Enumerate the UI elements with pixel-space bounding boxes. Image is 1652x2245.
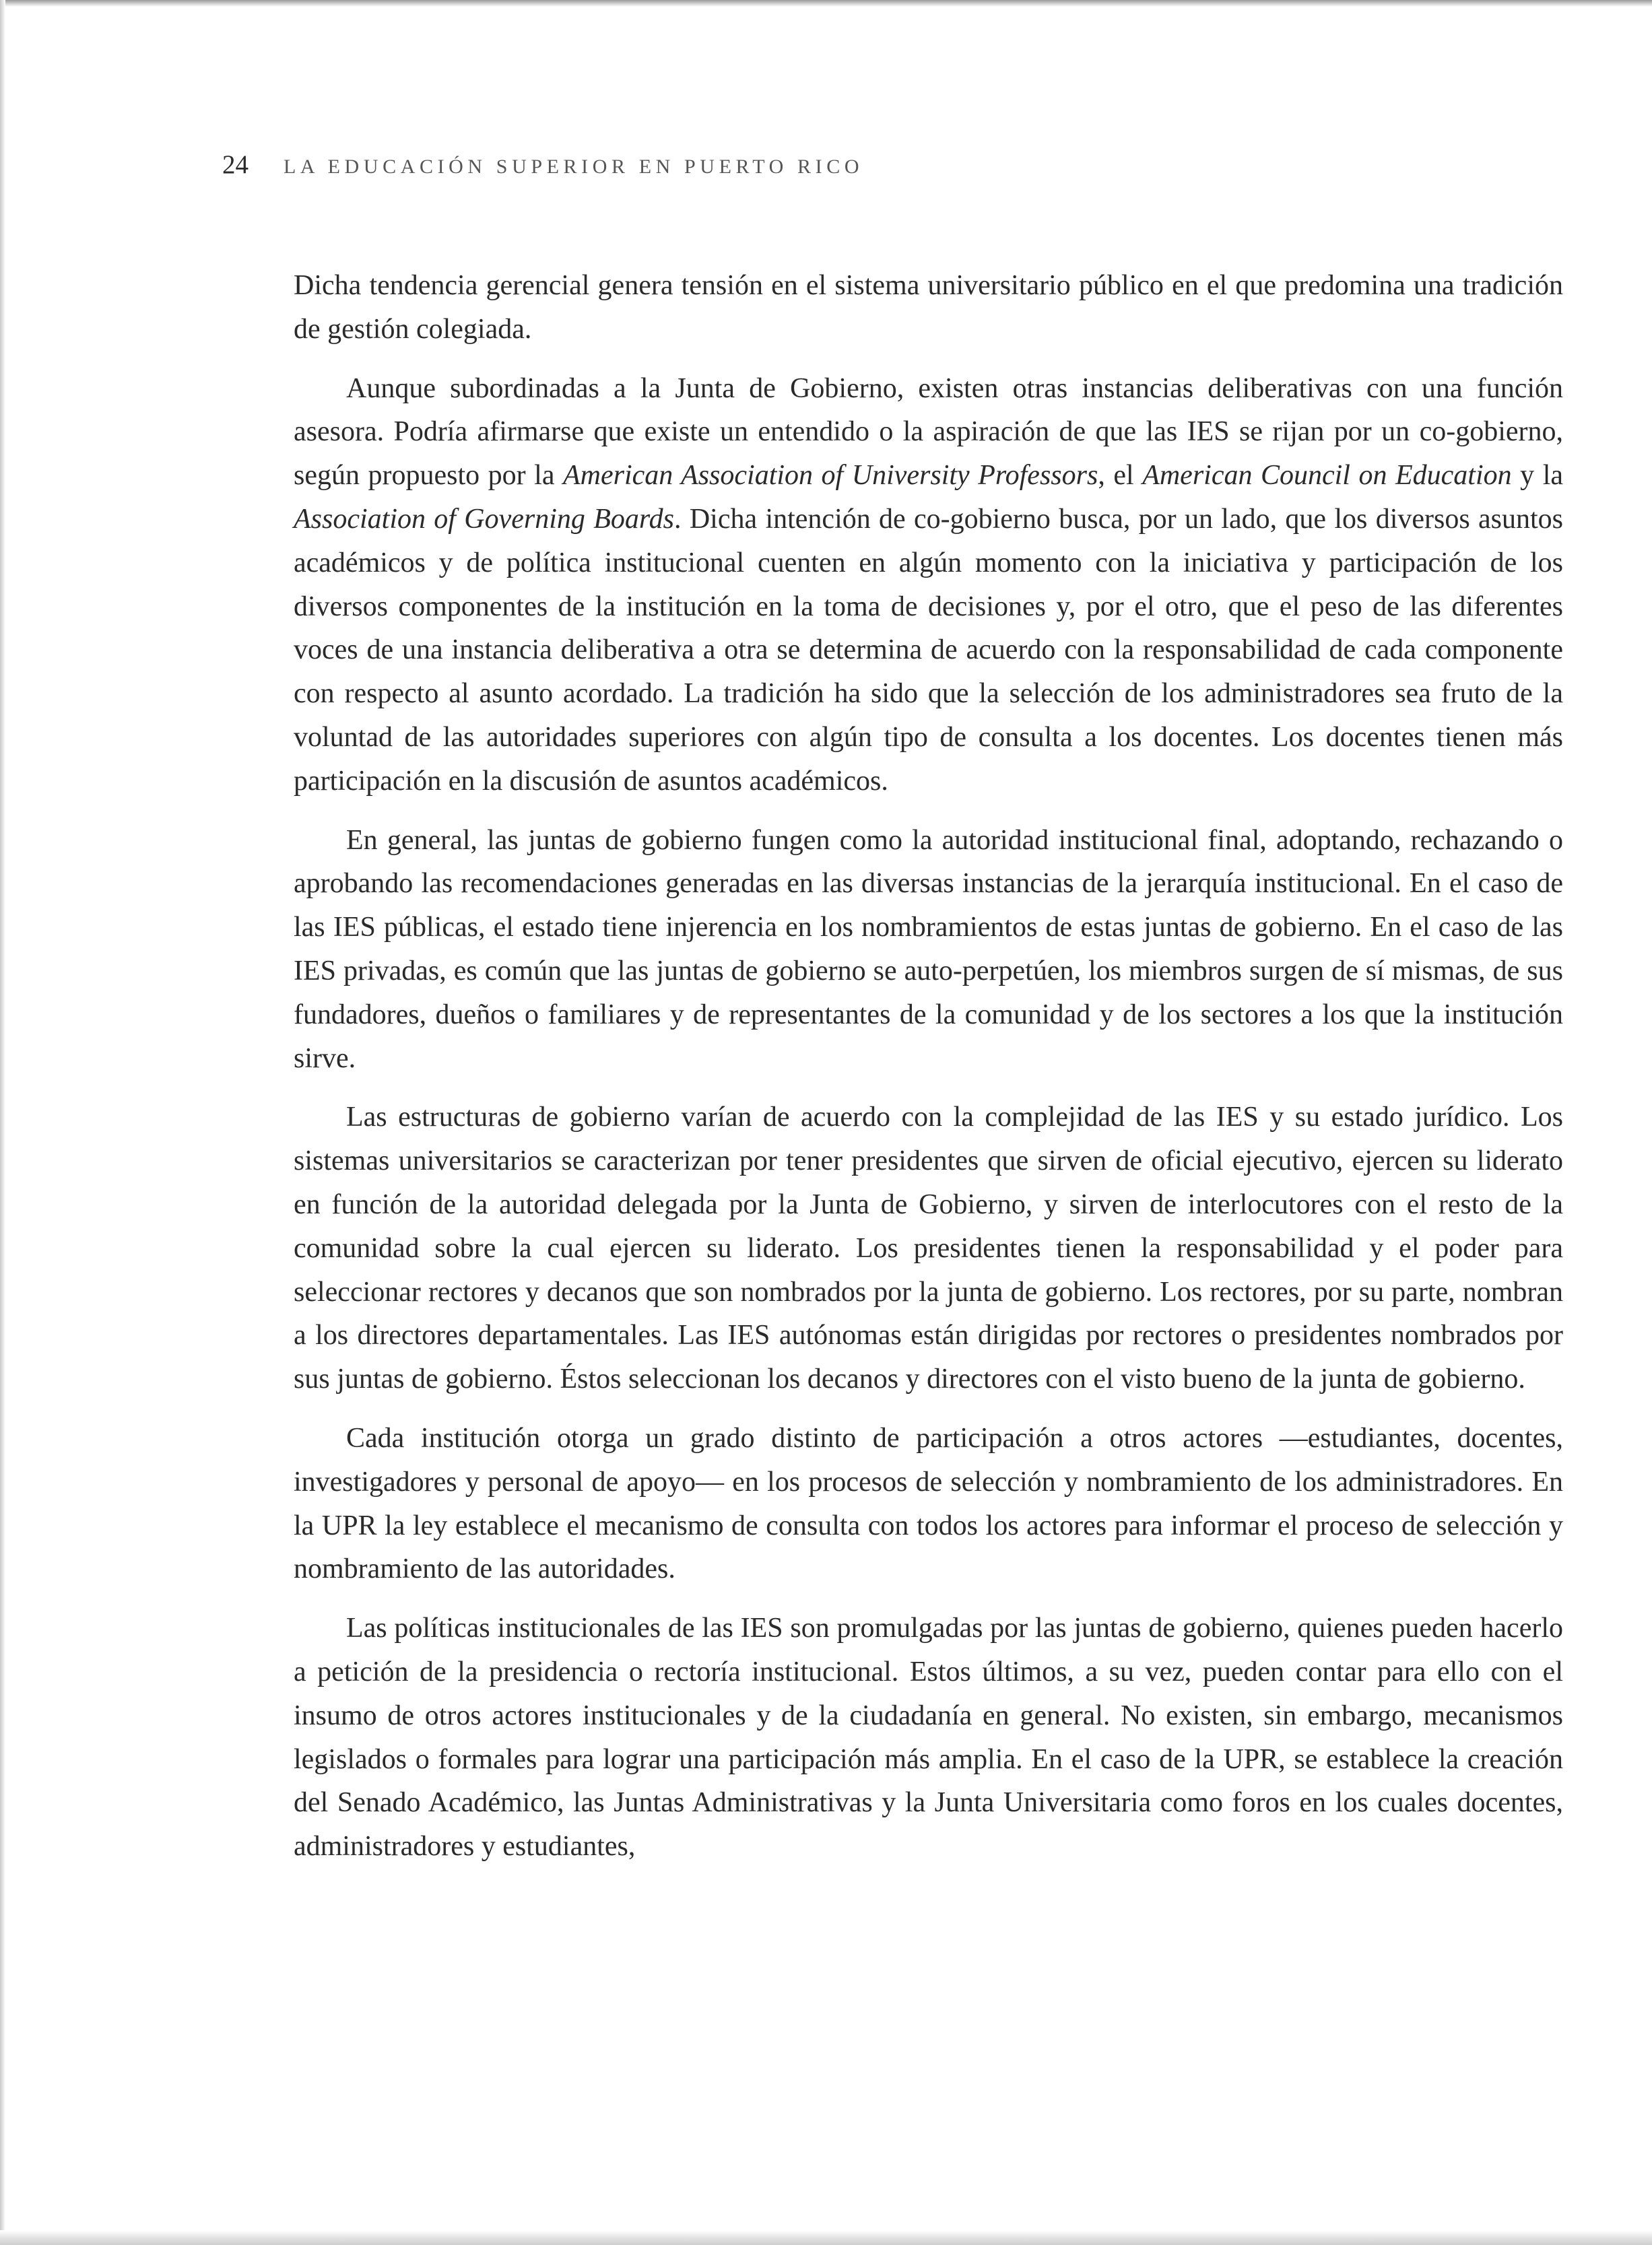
paragraph-5: Cada institución otorga un grado distinto de participación a otros actores —estudiantes, docentes, investigadores y personal de apoyo— en los procesos de selección y nombramiento de los administradores. En la UPR la ley establece el mecanismo de consulta con todos los actores para informar el proceso de selección y nombramiento de las autoridades.	[294, 1422, 1563, 1585]
paragraph-2-text-mid-2: y la	[1511, 460, 1563, 492]
scan-edge-top	[0, 0, 1652, 7]
scan-edge-left	[0, 0, 5, 2245]
page-number: 24	[222, 150, 249, 179]
paragraph-6: Las políticas institucionales de las IES son promulgadas por las juntas de gobierno, quienes pueden hacerlo a petición de la presidencia o rectoría institucional. Estos últimos, a su vez, pueden contar para ello con el insumo de otros actores institucionales y de la ciudadanía en general. No existen, sin embargo, mecanismos legislados o formales para lograr una participación más amplia. En el caso de la UPR, se establece la creación del Senado Académico, las Juntas Administrativas y la Junta Universitaria como foros en los cuales docentes, administradores y estudiantes,	[294, 1613, 1563, 1863]
paragraph-2	[294, 367, 1563, 803]
running-title: LA EDUCACIÓN SUPERIOR EN PUERTO RICO	[284, 156, 864, 178]
running-head	[222, 149, 863, 183]
text-body	[294, 264, 1563, 1869]
paragraph-2-text-after: . Dicha intención de co-gobierno busca, por un lado, que los diversos asuntos académicos y de política institucional cuenten en algún momento con la iniciativa y participación de los diversos componentes de la institución en la toma de decisiones y, por el otro, que el peso de las diferentes voces de una instancia deliberativa a otra se determina de acuerdo con la responsabilidad de cada componente con respecto al asunto acordado. La tradición ha sido que la selección de los administradores sea fruto de la voluntad de las autoridades superiores con algún tipo de consulta a los docentes. Los docentes tienen más participación en la discusión de asuntos académicos.	[294, 503, 1563, 797]
paragraph-1: Dicha tendencia gerencial genera tensión en el sistema universitario público en el que predomina una tradición de gestión colegiada.	[294, 270, 1563, 345]
paragraph-4: Las estructuras de gobierno varían de acuerdo con la complejidad de las IES y su estado jurídico. Los sistemas universitarios se caracterizan por tener presidentes que sirven de oficial ejecutivo, ejercen su liderato en función de la autoridad delegada por la Junta de Gobierno, y sirven de interlocutores con el resto de la comunidad sobre la cual ejercen su liderato. Los presidentes tienen la responsabilidad y el poder para seleccionar rectores y decanos que son nombrados por la junta de gobierno. Los rectores, por su parte, nombran a los directores departamentales. Las IES autónomas están dirigidas por rectores o presidentes nombrados por sus juntas de gobierno. Éstos seleccionan los decanos y directores con el visto bueno de la junta de gobierno.	[294, 1102, 1563, 1395]
paragraph-2-text-mid-1: , el	[1098, 460, 1143, 492]
citation-aaup: American Association of University Professors	[563, 460, 1098, 492]
paragraph-3: En general, las juntas de gobierno fungen como la autoridad institucional final, adoptando, rechazando o aprobando las recomendaciones generadas en las diversas instancias de la jerarquía institucional. En el caso de las IES públicas, el estado tiene injerencia en los nombramientos de estas juntas de gobierno. En el caso de las IES privadas, es común que las juntas de gobierno se auto-perpetúen, los miembros surgen de sí mismas, de sus fundadores, dueños o familiares y de representantes de la comunidad y de los sectores a los que la institución sirve.	[294, 824, 1563, 1074]
citation-ace: American Council on Education	[1142, 460, 1512, 492]
citation-agb: Association of Governing Boards	[294, 503, 675, 535]
paragraph-2-text-before: Aunque subordinadas a la Junta de Gobierno, existen otras instancias deliberativas con una función asesora. Podría afirmarse que existe un entendido o la aspiración de que las IES se rijan por un co-gobierno, según propuesto por la	[294, 372, 1563, 492]
scan-edge-bottom	[0, 2230, 1652, 2245]
